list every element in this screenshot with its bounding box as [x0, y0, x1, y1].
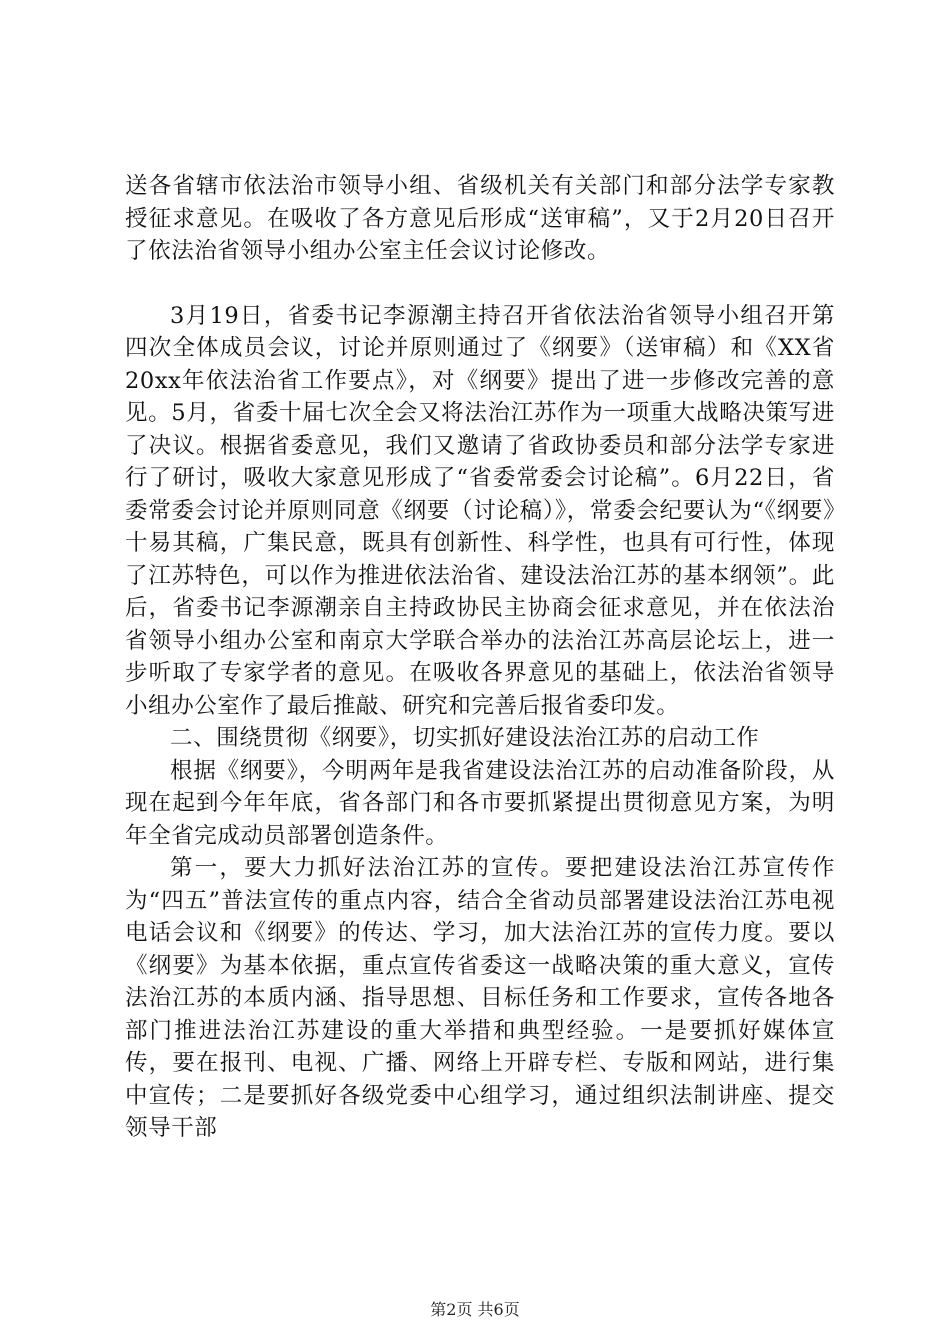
paragraph-march-19: 3月19日，省委书记李源潮主持召开省依法治省领导小组召开第四次全体成员会议，讨论并原则通过了《纲要》（送审稿）和《XX省20xx年依法治省工作要点》，对《纲要》提出了进一步修改完善的意见。5月，省委十届七次全会又将法治江苏作为一项重大战略决策写进了决议。根据省委意见，我们又邀请了省政协委员和部分法学专家进行了研讨，吸收大家意见形成了“省委常委会讨论稿”。6月22日，省委常委会讨论并原则同意《纲要（讨论稿）》，常委会纪要认为“《纲要》十易其稿，广集民意，既具有创新性、科学性，也具有可行性，体现了江苏特色，可以作为推进依法治省、建设法治江苏的基本纲领”。此后，省委书记李源潮亲自主持政协民主协商会征求意见，并在依法治省领导小组办公室和南京大学联合举办的法治江苏高层论坛上，进一步听取了专家学者的意见。在吸收各界意见的基础上，依法治省领导小组办公室作了最后推敲、研究和完善后报省委印发。: [125, 302, 835, 719]
page-footer: 第2页 共6页: [430, 1300, 520, 1319]
paragraph-first-publicity: 第一，要大力抓好法治江苏的宣传。要把建设法治江苏宣传作为“四五”普法宣传的重点内容，结合全省动员部署建设法治江苏电视电话会议和《纲要》的传达、学习，加大法治江苏的宣传力度。要以《纲要》为基本依据，重点宣传省委这一战略决策的重大意义，宣传法治江苏的本质内涵、指导思想、目标任务和工作要求，宣传各地各部门推进法治江苏建设的重大举措和典型经验。一是要抓好媒体宣传，要在报刊、电视、广播、网络上开辟专栏、专版和网站，进行集中宣传；二是要抓好各级党委中心组学习，通过组织法制讲座、提交领导干部: [125, 855, 835, 1141]
section-heading-2: 二、围绕贯彻《纲要》，切实抓好建设法治江苏的启动工作: [170, 725, 760, 751]
paragraph-outline-basis: 根据《纲要》，今明两年是我省建设法治江苏的启动准备阶段，从现在起到今年年底，省各部门和各市要抓紧提出贯彻意见方案，为明年全省完成动员部署创造条件。: [125, 757, 835, 849]
paragraph-continuation: 送各省辖市依法治市领导小组、省级机关有关部门和部分法学专家教授征求意见。在吸收了各方意见后形成“送审稿”，又于2月20日召开了依法治省领导小组办公室主任会议讨论修改。: [125, 173, 835, 264]
document-body: [125, 170, 835, 1145]
paragraph-gap: [125, 268, 835, 300]
